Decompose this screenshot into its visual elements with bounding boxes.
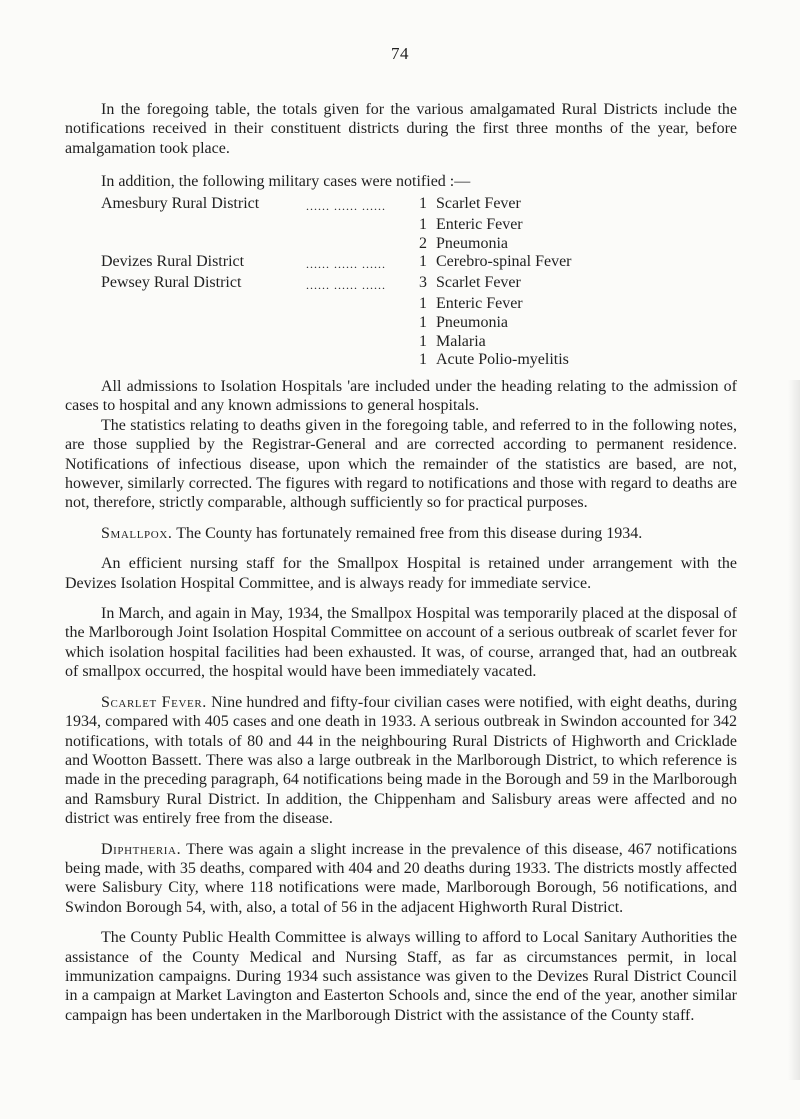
military-case-disease: Pneumonia [436, 234, 508, 252]
military-case-district [101, 314, 306, 333]
military-case-district [101, 351, 306, 370]
military-case-leader-dots [306, 216, 410, 235]
diphtheria-paragraph [65, 840, 737, 918]
military-case-count: 1 [419, 253, 427, 271]
military-case-district: Amesbury Rural District [101, 195, 260, 212]
military-intro: In addition, the following military cases were notified :— [101, 173, 471, 190]
smallpox-heading: Smallpox. [101, 524, 173, 542]
military-case-count: 1 [419, 195, 427, 212]
scarlet-fever-heading: Scarlet Fever. [101, 693, 207, 711]
military-case-disease: Cerebro-spinal Fever [436, 253, 572, 271]
military-case-count: 1 [419, 294, 427, 312]
scarlet-fever-paragraph [65, 693, 737, 829]
military-case-row [101, 274, 701, 295]
military-case-row [101, 195, 701, 216]
military-case-count: 1 [419, 313, 427, 331]
scarlet-fever-text: Nine hundred and fifty-four civilian cases were notified, with eight deaths, during 1934, compared with 405 cases and one death in 1933. A serious outbreak in Swindon accounted for 342 notifications, with totals of 80 and 44 in the neighbouring Rural Districts of Highworth and Cricklade and Wootton Bassett. There was also a large outbreak in the Marlborough District, to which reference is made in the preceding paragraph, 64 notifications being made in the Borough and 59 in the Marlborough and Ramsbury Rural District. In addition, the Chippenham and Salisbury areas were affected and no district was entirely free from the disease. [65, 693, 738, 828]
military-case-district: Pewsey Rural District [101, 274, 242, 292]
military-case-leader-dots [306, 351, 410, 370]
military-case-district: Devizes Rural District [101, 253, 245, 271]
military-case-row [101, 314, 701, 333]
military-case-leader-dots: ...... ...... ...... [306, 199, 386, 213]
military-case-leader-dots [306, 333, 410, 352]
military-case-disease: Pneumonia [436, 313, 508, 331]
intro-section [65, 100, 737, 158]
diphtheria-heading: Diphtheria. [101, 840, 182, 858]
smallpox-paragraph-3: In March, and again in May, 1934, the Smallpox Hospital was temporarily placed at the disposal of the Marlborough Joint Isolation Hospital Committee on account of a serious outbreak of scarlet fever for which isolation hospital facilities had been exhausted. It was, of course, arranged that, had an outbreak of smallpox occurred, the hospital would have been immediately vacated. [65, 605, 737, 681]
military-case-disease: Enteric Fever [436, 294, 523, 312]
smallpox-paragraph-1 [65, 524, 737, 543]
diphtheria-text: There was again a slight increase in the prevalence of this disease, 467 notifications being made, with 35 deaths, compared with 404 and 20 deaths during 1933. The districts mostly affected were Salisbury City, where 118 notifications were made, Marlborough Borough, 56 notifications, and Swindon Borough 54, with, also, a total of 56 in the adjacent Highworth Rural District. [65, 840, 737, 916]
military-case-district [101, 295, 306, 314]
military-case-row [101, 216, 701, 235]
military-case-row [101, 253, 701, 274]
immunization-paragraph: The County Public Health Committee is always willing to afford to Local Sanitary Authorities the assistance of the County Medical and Nursing Staff, as far as circumstances permit, in local immunization campaigns. During 1934 such assistance was given to the Devizes Rural District Council in a campaign at Market Lavington and Easterton Schools and, since the end of the year, another similar campaign has been undertaken in the Marlborough District with the assistance of the County staff. [65, 929, 737, 1024]
smallpox-text-1: The County has fortunately remained free from this disease during 1934. [176, 524, 643, 542]
military-case-leader-dots [306, 295, 410, 314]
military-case-count: 1 [419, 215, 427, 233]
military-case-row [101, 333, 701, 352]
military-case-row [101, 295, 701, 314]
military-case-count: 1 [419, 332, 427, 350]
military-case-leader-dots: ...... ...... ...... [306, 257, 386, 272]
military-case-district [101, 216, 306, 235]
military-case-leader-dots [306, 314, 410, 333]
statistics-paragraph: The statistics relating to deaths given in the foregoing table, and referred to in the following notes, are those supplied by the Registrar-General and are corrected according to permanent residence. Notifications of infectious disease, upon which the remainder of the statistics are based, are not, however, similarly corrected. The figures with regard to notifications and those with regard to deaths are not, therefore, strictly comparable, although sufficiently so for practical purposes. [65, 416, 737, 512]
military-case-leader-dots [306, 235, 410, 254]
page-number: 74 [391, 44, 409, 63]
military-case-count: 2 [419, 234, 427, 252]
military-case-district [101, 333, 306, 352]
military-case-row [101, 235, 701, 254]
military-case-count: 1 [419, 351, 427, 369]
military-case-disease: Malaria [436, 332, 486, 350]
military-cases-list [101, 195, 701, 370]
main-section [65, 377, 737, 1025]
admissions-paragraph: All admissions to Isolation Hospitals 'are included under the heading relating to the admission of cases to hospital and any known admissions to general hospitals. [65, 378, 737, 415]
military-case-disease: Enteric Fever [436, 215, 523, 233]
page-edge-shadow [788, 380, 800, 1080]
military-case-disease: Scarlet Fever [436, 274, 521, 292]
intro-paragraph: In the foregoing table, the totals given for the various amalgamated Rural Districts include the notifications received in their constituent districts during the first three months of the year, before amalgamation took place. [65, 101, 737, 157]
military-case-leader-dots: ...... ...... ...... [306, 278, 386, 293]
military-case-count: 3 [419, 274, 427, 292]
military-case-disease: Scarlet Fever [436, 195, 521, 212]
military-case-district [101, 235, 306, 254]
military-case-disease: Acute Polio-myelitis [436, 351, 569, 369]
military-case-row [101, 351, 701, 370]
smallpox-paragraph-2: An efficient nursing staff for the Smallpox Hospital is retained under arrangement with the Devizes Isolation Hospital Committee, and is always ready for immediate service. [65, 555, 737, 592]
